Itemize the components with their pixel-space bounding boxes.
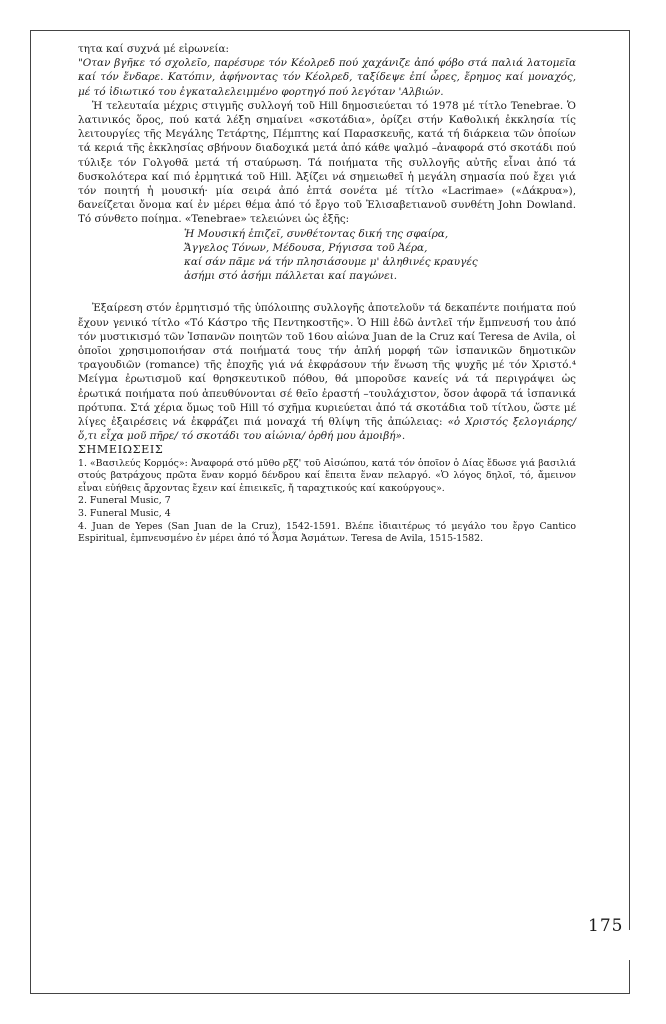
right-rule (629, 30, 630, 930)
paragraph-tenebrae: Ἡ τελευταία μέχρις στιγμῆς συλλογή τοῦ Hill δημοσιεύεται τό 1978 μέ τίτλο Tenebrae. Ὁ λατινικός ὅρος, πού κατά λέξη σημαίνει «σκοτάδια», ὁρίζει στήν Καθολική ἐκκλησία τίς λειτουργίες τῆς Μεγάλης Τετάρτης, Πέμπτης καί Παρασκευῆς, κατά τή διάρκεια τῶν ὁποίων τά κεριά τῆς ἐκκλησίας σβήνουν διαδοχικά μετά ἀπό κάθε ψαλμό –ἀναφορά στό σκοτάδι πού τύλιξε τόν Γολγοθᾶ μετά τή σταύρωση. Τά ποιήματα τῆς συλλογῆς αὐτῆς εἶναι ἀπό τά δυσκολότερα καί πιό ἑρμητικά τοῦ Hill. Ἀξίζει νά σημειωθεῖ ἡ μεγάλη σημασία πού ἔχει γιά τόν ποιητή ἡ μουσική· μία σειρά ἀπό ἑπτά σονέτα μέ τίτλο «Lacrimae» («Δάκρυα»), δανείζεται ὄνομα καί ἐν μέρει θέμα ἀπό τό ἔργο τοῦ Ἐλισαβετιανοῦ συνθέτη John Dowland. Τό σύνθετο ποίημα. «Tenebrae» τελειώνει ὡς ἑξῆς: (78, 99, 576, 226)
page-content (78, 42, 576, 546)
note-item: 3. Funeral Music, 4 (78, 508, 171, 520)
page-number: 175 (588, 916, 624, 936)
paragraph-pentecost (78, 301, 576, 443)
note-item: 4. Juan de Yepes (San Juan de la Cruz), 1542-1591. Βλέπε ἰδιαιτέρως τό μεγάλο του ἔργο Cantico Espiritual, ἐμπνευσμένο ἐν μέρει ἀπό τό Ἆσμα Ἀσμάτων. Teresa de Avila, 1515-1582. (78, 520, 576, 545)
poem-line: καί σάν πᾶμε νά τήν πλησιάσουμε μ' ἀληθινές κραυγές (184, 256, 478, 269)
poem-line: Ἡ Μουσική ἐπιζεῖ, συνθέτοντας δική της σφαίρα, (184, 227, 449, 240)
paragraph-text: Ἐξαίρεση στόν ἑρμητισμό τῆς ὑπόλοιπης συλλογῆς ἀποτελοῦν τά δεκαπέντε ποιήματα πού ἔχουν γενικό τίτλο «Τό Κάστρο τῆς Πεντηκοστῆς». Ὁ Hill ἐδῶ ἀντλεῖ τήν ἔμπνευσή του ἀπό τόν μυστικισμό τῶν Ἰσπανῶν ποιητῶν τοῦ 16ου αἰώνα Juan de la Cruz καί Teresa de Avila, οἱ ὁποῖοι χρησιμοποιήσαν στά ποιήματά τους τήν ἁπλή μορφή τῶν ἰσπανικῶν δημοτικῶν τραγουδιῶν (romance) τῆς ἐποχῆς γιά νά ἐκφράσουν τήν ἕνωση τῆς ψυχῆς μέ τόν Χριστό.⁴ Μείγμα ἐρωτισμοῦ καί θρησκευτικοῦ πόθου, θά μποροῦσε κανείς νά τά περιγράψει ὡς ἐρωτικά ποιήματα πού ἀπευθύνονται σέ θεῖο ἐραστή –τουλάχιστον, ὅσον ἀφορᾶ τά ἰσπανικά πρότυπα. Στά χέρια ὅμως τοῦ Hill τό σχῆμα κυριεύεται ἀπό τά σκοτάδια τοῦ τίτλου, ὥστε μέ λίγες ἐξαιρέσεις νά ἐκφράζει πιά μοναχά τή θλίψη τῆς ἀπώλειας: (78, 302, 576, 429)
note-item: 1. «Βασιλεύς Κορμός»: Ἀναφορά στό μῦθο ρξζ' τοῦ Αἰσώπου, κατά τόν ὁποῖον ὁ Δίας ἔδωσε γιά βασιλιά στούς βατράχους πρῶτα ἕναν κορμό δένδρου καί ἔπειτα ἕναν πελαργό. «Ὁ λόγος δηλοῖ, τό, ἄμεινον εἶναι εὐήθεις ἄρχοντας ἔχειν καί ἐπιεικεῖς, ἤ ταραχτικούς καί κακούργους». (78, 457, 576, 494)
right-rule-lower (629, 960, 630, 994)
poem-quote (184, 227, 576, 284)
poem-line: Ἄγγελος Τόνων, Μέδουσα, Ρήγισσα τοῦ Ἀέρα, (184, 241, 428, 254)
notes-heading: ΣΗΜΕΙΩΣΕΙΣ (78, 443, 164, 457)
poem-line: ἀσήμι στό ἀσήμι πάλλεται καί παγώνει. (184, 270, 398, 283)
block-quote: "Οταν βγῆκε τό σχολεῖο, παρέσυρε τόν Κέολρεδ πού χαχάνιζε ἀπό φόβο στά παλιά λατομεῖα καί τόν ἔνδαρε. Κατόπιν, ἀφήνοντας τόν Κέολρεδ, ταξίδεψε ἐπί ὧρες, ἔρημος καί μοναχός, μέ τό ἰδιωτικό του ἐγκαταλελειμμένο φορτηγό πού λεγόταν 'Αλβιών. (78, 57, 576, 98)
note-item: 2. Funeral Music, 7 (78, 495, 171, 507)
inline-quote: «ὁ Χριστός ξελογιάρης/ ὅ,τι εἶχα μοῦ πῆρε/ τό σκοτάδι του αἰώνια/ ὀρθή μου ἀμοιβή». (78, 416, 576, 443)
intro-line: τητα καί συχνά μέ εἰρωνεία: (78, 43, 230, 55)
spacer (78, 283, 576, 301)
notes-list (78, 458, 576, 546)
